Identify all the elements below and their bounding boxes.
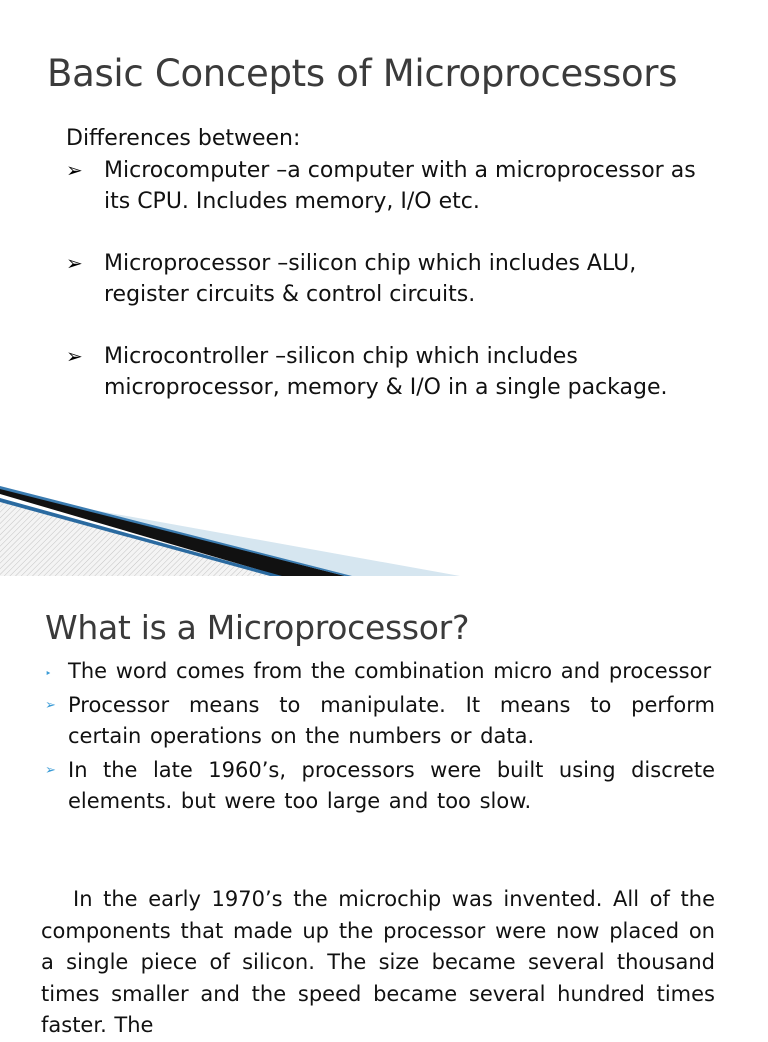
slide-title: Basic Concepts of Microprocessors — [47, 52, 678, 95]
list-item-text: Microprocessor –silicon chip which includes ALU, register circuits & control circuits. — [104, 251, 637, 307]
slide-title: What is a Microprocessor? — [45, 608, 470, 647]
history-paragraph: In the early 1970’s the microchip was invented. All of the components that made up the processor were now placed on a single piece of silicon. The size became several thousand times smaller and the speed became several hundred times faster. The — [41, 887, 715, 1037]
list-item — [45, 656, 715, 687]
arrowhead-bullet-icon: ➢ — [45, 763, 56, 778]
intro-text: Differences between: — [66, 126, 301, 151]
differences-list — [66, 155, 726, 434]
arrowhead-bullet-icon: ➢ — [66, 158, 83, 182]
list-item-text: The word comes from the combination micro and processor — [68, 659, 712, 683]
list-item — [66, 248, 726, 310]
list-item — [66, 155, 726, 217]
definition-list — [45, 656, 715, 820]
arrowhead-bullet-icon: ➢ — [66, 344, 83, 368]
list-item — [45, 690, 715, 752]
arrowhead-bullet-icon: ➢ — [45, 698, 56, 713]
list-item-text: Microcomputer –a computer with a microprocessor as its CPU. Includes memory, I/O etc. — [104, 158, 696, 214]
list-item-text: Microcontroller –silicon chip which includes microprocessor, memory & I/O in a single package. — [104, 344, 668, 400]
arrowhead-bullet-icon: ➢ — [66, 251, 83, 275]
triangle-bullet-icon: ‣ — [45, 667, 52, 680]
slide-what-is-microprocessor — [0, 576, 768, 1037]
list-item-text: Processor means to manipulate. It means to perform certain operations on the numbers or data. — [68, 693, 715, 748]
list-item — [45, 755, 715, 817]
list-item-text: In the late 1960’s, processors were built using discrete elements. but were too large and too slow. — [68, 758, 715, 813]
decorative-swoosh — [0, 478, 460, 576]
list-item — [66, 341, 726, 403]
